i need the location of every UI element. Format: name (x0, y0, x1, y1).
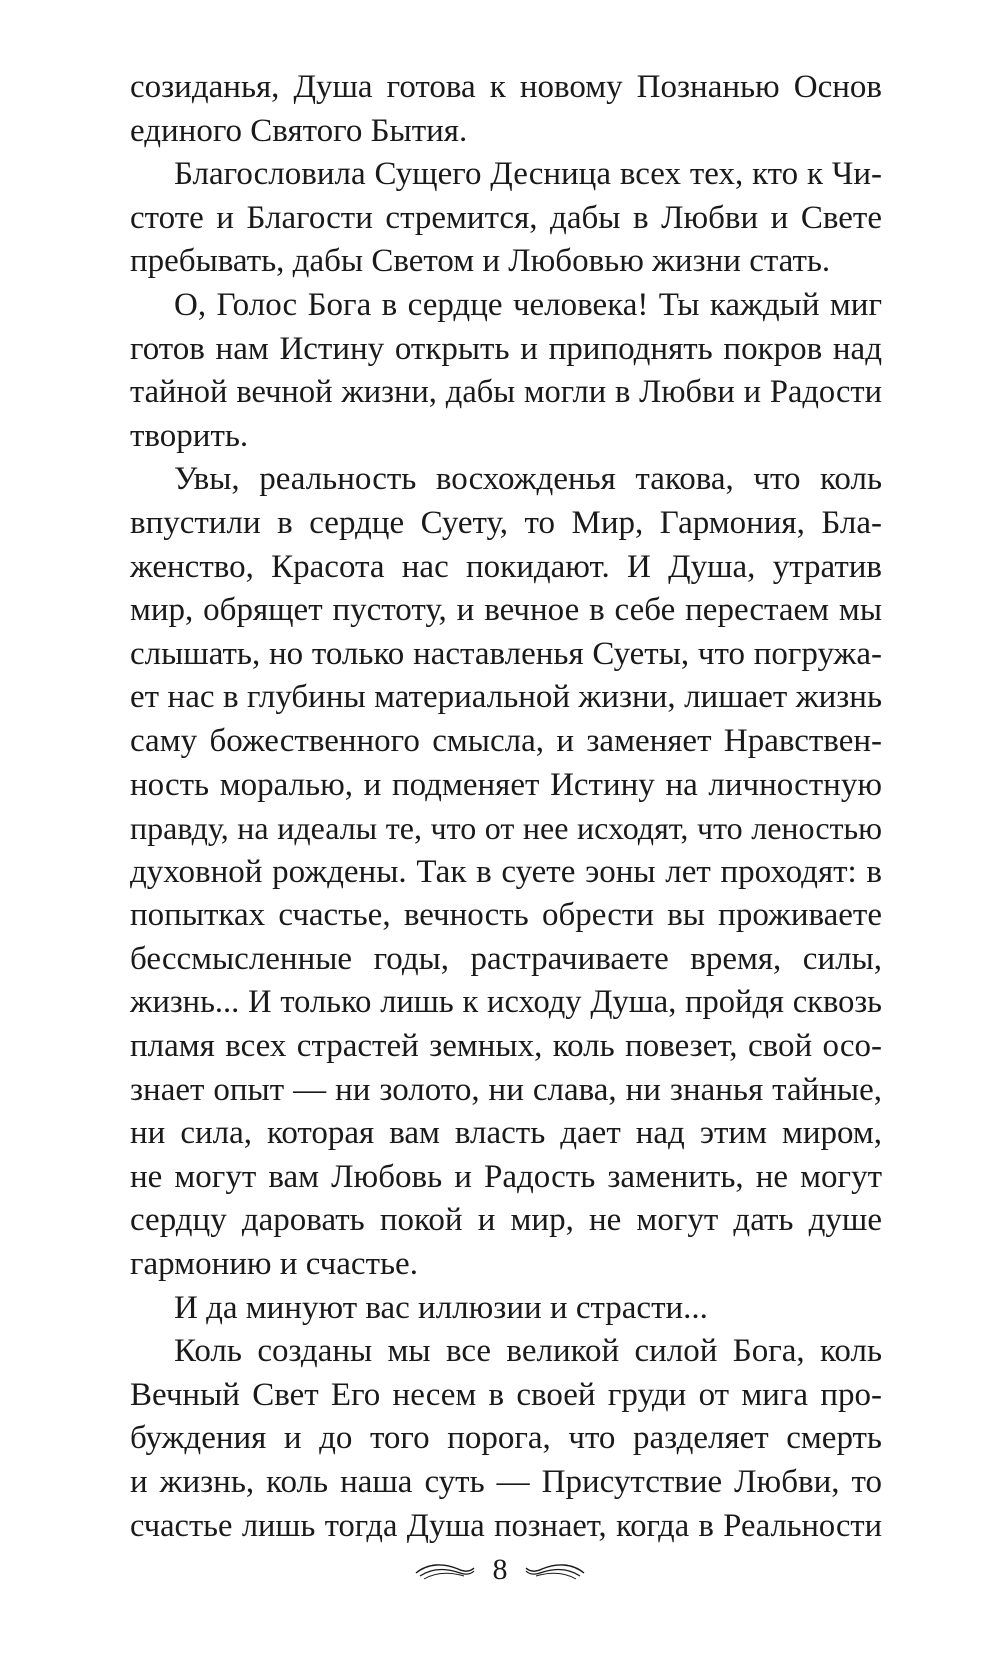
text-line: саму божественного смысла, и заменяет Нравствен- (130, 722, 882, 759)
text-line: тайной вечной жизни, дабы могли в Любви и Радости (130, 374, 882, 411)
text-line: сердцу даровать покой и мир, не могут дать душе (130, 1202, 882, 1239)
text-line: творить. (130, 417, 249, 454)
text-line: гармонию и счастье. (130, 1246, 418, 1283)
text-line: буждения и до того порога, что разделяет смерть (130, 1420, 882, 1457)
text-line: ет нас в глубины материальной жизни, лишает жизнь (130, 679, 882, 716)
body-text (130, 66, 882, 1548)
text-line: Вечный Свет Его несем в своей груди от мига про- (130, 1376, 882, 1413)
text-line: не могут вам Любовь и Радость заменить, не могут (130, 1158, 882, 1195)
text-line: и жизнь, коль наша суть — Присутствие Любви, то (130, 1464, 882, 1500)
text-line: пребывать, дабы Светом и Любовью жизни стать. (130, 243, 831, 280)
text-line: правду, на идеалы те, что от нее исходят, что леностью (130, 810, 882, 847)
text-line: Коль созданы мы все великой силой Бога, коль (174, 1333, 882, 1370)
swash-ornament-icon (414, 1559, 476, 1581)
text-line: мир, обрящет пустоту, и вечное в себе перестаем мы (130, 592, 882, 629)
text-line: ни сила, которая вам власть дает над этим миром, (130, 1115, 882, 1152)
swash-ornament-icon (524, 1559, 586, 1581)
text-line: созиданья, Душа готова к новому Познанью Основ (130, 69, 882, 105)
page-number: 8 (492, 1553, 508, 1586)
text-line: попытках счастье, вечность обрести вы проживаете (130, 897, 882, 934)
text-line: духовной рождены. Так в суете эоны лет проходят: в (130, 853, 882, 890)
text-line: Увы, реальность восхожденья такова, что коль (174, 461, 882, 498)
text-line: Благословила Сущего Десница всех тех, кто к Чи- (174, 156, 882, 193)
text-line: впустили в сердце Суету, то Мир, Гармония, Бла- (130, 504, 882, 541)
text-line: пламя всех страстей земных, коль повезет, свой осо- (130, 1028, 882, 1065)
page-footer (0, 1550, 1000, 1590)
text-line: единого Святого Бытия. (130, 112, 468, 149)
text-line: И да минуют вас иллюзии и страсти... (174, 1289, 708, 1326)
text-line: стоте и Благости стремится, дабы в Любви и Свете (130, 199, 882, 236)
text-line: готов нам Истину открыть и приподнять покров над (130, 330, 882, 367)
text-line: ность моралью, и подменяет Истину на личностную (130, 766, 882, 803)
text-line: жизнь... И только лишь к исходу Душа, пройдя сквозь (130, 984, 882, 1021)
text-line: женство, Красота нас покидают. И Душа, утратив (130, 548, 882, 585)
text-line: О, Голос Бога в сердце человека! Ты каждый миг (174, 286, 882, 323)
text-line: слышать, но только наставленья Суеты, что погружа- (130, 635, 882, 672)
text-line: счастье лишь тогда Душа познает, когда в Реальности (130, 1507, 882, 1544)
text-line: бессмысленные годы, растрачиваете время, силы, (130, 940, 882, 977)
text-line: знает опыт — ни золото, ни слава, ни знанья тайные, (130, 1071, 882, 1108)
